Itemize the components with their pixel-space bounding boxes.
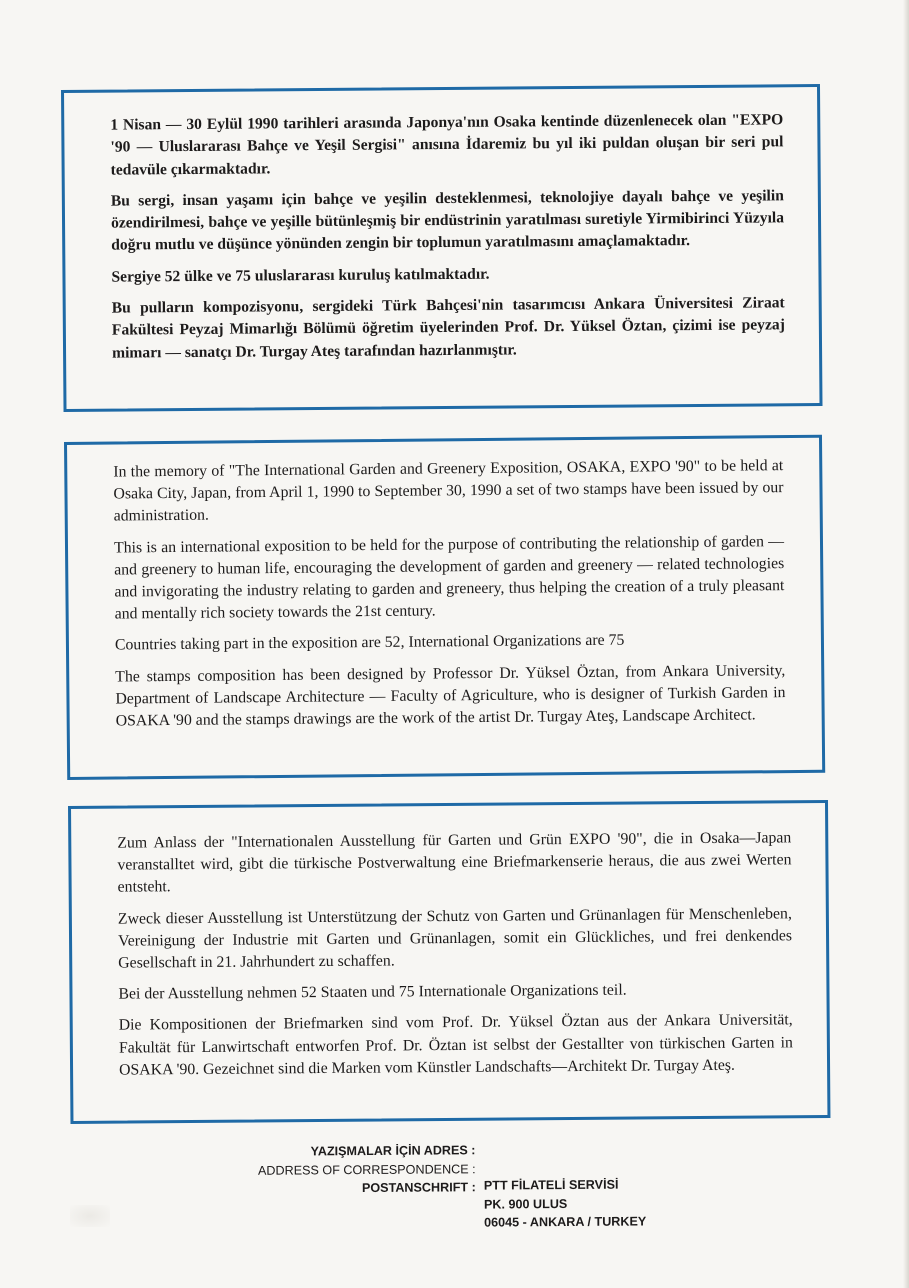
turkish-paragraph-2: Bu sergi, insan yaşamı için bahçe ve yeşilin desteklenmesi, teknolojiye dayalı bahçe ve yeşilin özendirilmesi, bahçe ve yeşille bütünleşmiş bir endüstrinin yaratılması suretiyle Yirmibirinci Yüzyıla doğru mutlu ve düşünce yönünden zengin bir toplumun yaratılmasını amaçlamaktadır. xyxy=(110,187,785,255)
turkish-text-box xyxy=(61,84,823,412)
german-paragraph-3: Bei der Ausstellung nehmen 52 Staaten und 75 Internationale Organizations teil. xyxy=(118,981,627,1003)
address-labels xyxy=(258,1141,476,1198)
paper-smudge xyxy=(70,1205,110,1227)
german-text-box xyxy=(68,800,830,1124)
address-line-1: PTT FİLATELİ SERVİSİ xyxy=(483,1177,619,1193)
turkish-paragraph-1: 1 Nisan — 30 Eylül 1990 tarihleri arasında Japonya'nın Osaka kentinde düzenlenecek olan "EXPO '90 — Uluslararası Bahçe ve Yeşil Sergisi" anısına İdaremiz bu yıl iki puldan oluşan bir seri pul tedavüle çıkarmaktadır. xyxy=(110,111,784,179)
turkish-paragraph-3: Sergiye 52 ülke ve 75 uluslararası kuruluş katılmaktadır. xyxy=(111,265,490,286)
correspondence-address xyxy=(484,1175,647,1232)
address-line-3: 06045 - ANKARA / TURKEY xyxy=(484,1214,647,1230)
address-label-german: POSTANSCHRIFT : xyxy=(362,1180,477,1196)
address-label-turkish: YAZIŞMALAR İÇİN ADRES : xyxy=(310,1143,476,1159)
english-paragraph-4: The stamps composition has been designed by Professor Dr. Yüksel Öztan, from Ankara University, Department of Landscape Architecture — Faculty of Agriculture, who is designer of Turkish Garden in OSAKA '90 and the stamps drawings are the work of the artist Dr. Turgay Ateş, Landscape Architect. xyxy=(115,661,786,730)
paper-edge xyxy=(903,0,909,1288)
address-line-2: PK. 900 ULUS xyxy=(483,1196,568,1212)
address-label-english: ADDRESS OF CORRESPONDENCE : xyxy=(258,1161,477,1178)
turkish-paragraph-4: Bu pulların kompozisyonu, sergideki Türk Bahçesi'nin tasarımcısı Ankara Üniversitesi Ziraat Fakültesi Peyzaj Mimarlığı Bölümü öğretim üyelerinden Prof. Dr. Yüksel Öztan, çizimi ise peyzaj mimarı — sanatçı Dr. Turgay Ateş tarafından hazırlanmıştır. xyxy=(111,294,785,362)
english-text-box xyxy=(64,435,825,780)
english-paragraph-2: This is an international exposition to be held for the purpose of contributing the relationship of garden — and greenery to human life, encouraging the development of garden and greenery — related technologies and invigorating the industry relating to garden and greneery, thus helping the creation of a truly pleasant and mentally rich society towards the 21st century. xyxy=(113,532,785,623)
german-paragraph-1: Zum Anlass der "Internationalen Ausstellung für Garten und Grün EXPO '90", die in Osaka—Japan veranstalltet wird, gibt die türkische Postverwaltung eine Briefmarkenserie heraus, die aus zwei Werten entsteht. xyxy=(117,829,792,897)
german-paragraph-4: Die Kompositionen der Briefmarken sind vom Prof. Dr. Yüksel Öztan aus der Ankara Universität, Fakultät für Lanwirtschaft entworfen Prof. Dr. Öztan ist selbst der Gestallter von türkischen Garten in OSAKA '90. Gezeichnet sind die Marken vom Künstler Landschafts—Architekt Dr. Turgay Ateş. xyxy=(118,1011,793,1079)
english-paragraph-1: In the memory of "The International Garden and Greenery Exposition, OSAKA, EXPO '90" to be held at Osaka City, Japan, from April 1, 1990 to September 30, 1990 a set of two stamps have been issued by our administration. xyxy=(113,457,784,525)
english-paragraph-3: Countries taking part in the exposition are 52, International Organizations are 75 xyxy=(114,632,625,654)
german-paragraph-2: Zweck dieser Ausstellung ist Unterstützung der Schutz von Garten und Grünanlagen für Menschenleben, Vereinigung der Industrie mit Garten und Grünanlagen, somit ein Glückliches, und frei denkendes Gesellschaft in 21. Jahrhundert zu schaffen. xyxy=(117,904,793,972)
